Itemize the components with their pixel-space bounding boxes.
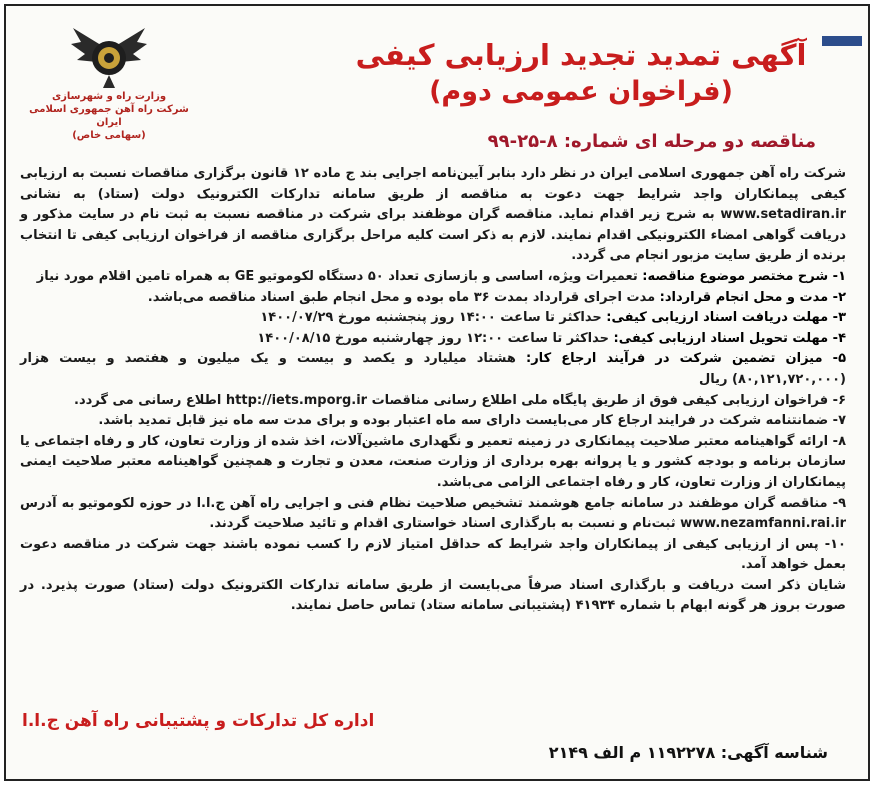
item-9 bbox=[20, 494, 846, 535]
item-9-text: ۹- مناقصه گران موظفند در سامانه جامع هوشمند تشخیص صلاحیت نظام فنی و اجرایی راه آهن ج.ا.ا در حوزه لکوموتیو به آدرس bbox=[20, 495, 846, 511]
item-4 bbox=[20, 329, 846, 350]
tender-number: مناقصه دو مرحله ای شماره: ۸-۲۵-۹۹ bbox=[487, 131, 816, 152]
item-1-key: ۱- شرح مختصر موضوع مناقصه: bbox=[642, 268, 846, 284]
item-3-value: حداکثر تا ساعت ۱۴:۰۰ روز پنجشنبه مورخ ۱۴۰۰/۰۷/۲۹ bbox=[260, 310, 602, 326]
item-2 bbox=[20, 288, 846, 309]
corner-accent-bar bbox=[822, 36, 862, 46]
notice-title: آگهی تمدید تجدید ارزیابی کیفی bbox=[355, 38, 807, 72]
item-4-key: ۴- مهلت تحویل اسناد ارزیابی کیفی: bbox=[613, 330, 846, 346]
ad-identifier: شناسه آگهی: ۱۱۹۲۲۷۸ م الف ۲۱۴۹ bbox=[548, 743, 828, 762]
item-9-tail: ثبت‌نام و نسبت به بارگذاری اسناد خواستاری اقدام و تائید صلاحیت گردند. bbox=[209, 516, 676, 532]
item-4-value: حداکثر تا ساعت ۱۲:۰۰ روز چهارشنبه مورخ ۱۴۰۰/۰۸/۱۵ bbox=[257, 330, 610, 346]
item-5-key: ۵- میزان تضمین شرکت در فرآیند ارجاع کار: bbox=[526, 351, 846, 367]
logo-line-company: شرکت راه آهن جمهوری اسلامی ایران bbox=[29, 104, 189, 128]
item-1-value: تعمیرات ویژه، اساسی و بازسازی تعداد ۵۰ دستگاه لکوموتیو GE به همراه تامین اقلام مورد نیاز bbox=[36, 268, 638, 284]
item-5-value: هشتاد میلیارد و یکصد و بیست و یک میلیون و هفتصد و بیست هزار (۸۰,۱۲۱,۷۲۰,۰۰۰) ریال bbox=[20, 351, 846, 387]
notice-subtitle: (فراخوان عمومی دوم) bbox=[429, 76, 733, 107]
closing-paragraph: شایان ذکر است دریافت و بارگذاری اسناد صرفاً می‌بایست از طریق سامانه تدارکات الکترونیک دولت (ستاد) صورت پذیرد. در صورت بروز هر گونه ابهام با شماره ۴۱۹۳۴ (پشتیبانی سامانه ستاد) تماس حاصل نمایند. bbox=[20, 577, 846, 614]
item-6 bbox=[20, 391, 846, 412]
item-2-key: ۲- مدت و محل انجام قرارداد: bbox=[659, 289, 846, 305]
item-5 bbox=[20, 349, 846, 390]
item-6-tail: اطلاع رسانی می گردد. bbox=[74, 392, 222, 408]
nezamfanni-link[interactable]: www.nezamfanni.rai.ir bbox=[680, 516, 846, 532]
tender-notice bbox=[4, 4, 870, 781]
logo-line-ministry: وزارت راه و شهرسازی bbox=[51, 91, 167, 102]
logo-line-type: (سهامی خاص) bbox=[72, 130, 146, 141]
item-3-key: ۳- مهلت دریافت اسناد ارزیابی کیفی: bbox=[606, 310, 846, 326]
title-block bbox=[346, 36, 816, 110]
intro-tail-text: به شرح زیر اقدام نماید. مناقصه گران موظفند برای شرکت در مناقصه نسبت به ثبت نام در سایت مذکور و دریافت گواهی امضاء الکترونیکی اقدام نمایند. لازم به ذکر است کلیه مراحل برگزاری مناقصه از فراخوان ارزیابی کیفی تا انتخاب برنده از طریق سایت مزبور انجام می گردد. bbox=[20, 207, 846, 264]
item-8: ۸- ارائه گواهینامه معتبر صلاحیت پیمانکاری در زمینه تعمیر و نگهداری ماشین‌آلات، اخذ شده از وزارت تعاون، کار و رفاه اجتماعی یا سازمان برنامه و بودجه کشور و یا پروانه بهره برداری از وزارت صنعت، معدن و تجارت و همچنین گواهینامه معتبر صلاحیت ایمنی پیمانکاران از وزارت تعاون، کار و رفاه اجتماعی الزامی می‌باشد. bbox=[20, 433, 846, 490]
item-6-text: ۶- فراخوان ارزیابی کیفی فوق از طریق پایگاه ملی اطلاع رسانی مناقصات bbox=[371, 392, 846, 408]
setad-link[interactable]: www.setadiran.ir bbox=[720, 207, 846, 223]
intro-paragraph bbox=[20, 164, 846, 267]
item-3 bbox=[20, 308, 846, 329]
item-1 bbox=[20, 267, 846, 288]
notice-body bbox=[20, 164, 846, 617]
railway-logo bbox=[24, 20, 194, 145]
intro-text: شرکت راه آهن جمهوری اسلامی ایران در نظر دارد بنابر آیین‌نامه اجرایی بند ج ماده ۱۲ قانون برگزاری مناقصات نسبت به ارزیابی کیفی پیمانکاران واجد شرایط جهت دعوت به مناقصه از طریق سامانه تدارکات الکترونیک دولت (ستاد) به نشانی bbox=[20, 166, 846, 202]
issuer-signature: اداره کل تدارکات و پشتیبانی راه آهن ج.ا.ا bbox=[22, 711, 375, 731]
item-2-value: مدت اجرای قرارداد بمدت ۳۶ ماه بوده و محل انجام طبق اسناد مناقصه می‌باشد. bbox=[147, 289, 656, 305]
item-10: ۱۰- پس از ارزیابی کیفی از پیمانکاران واجد شرایط که حداقل امتیاز لازم را کسب نموده باشند جهت شرکت در مناقصه دعوت بعمل خواهد آمد. bbox=[20, 536, 846, 573]
item-7: ۷- ضمانتنامه شرکت در فرایند ارجاع کار می‌بایست دارای سه ماه اعتبار بوده و برای مدت سه ماه نیز قابل تمدید باشد. bbox=[98, 413, 846, 429]
winged-wheel-emblem-icon bbox=[67, 20, 151, 90]
iets-link[interactable]: http://iets.mporg.ir bbox=[225, 392, 368, 408]
